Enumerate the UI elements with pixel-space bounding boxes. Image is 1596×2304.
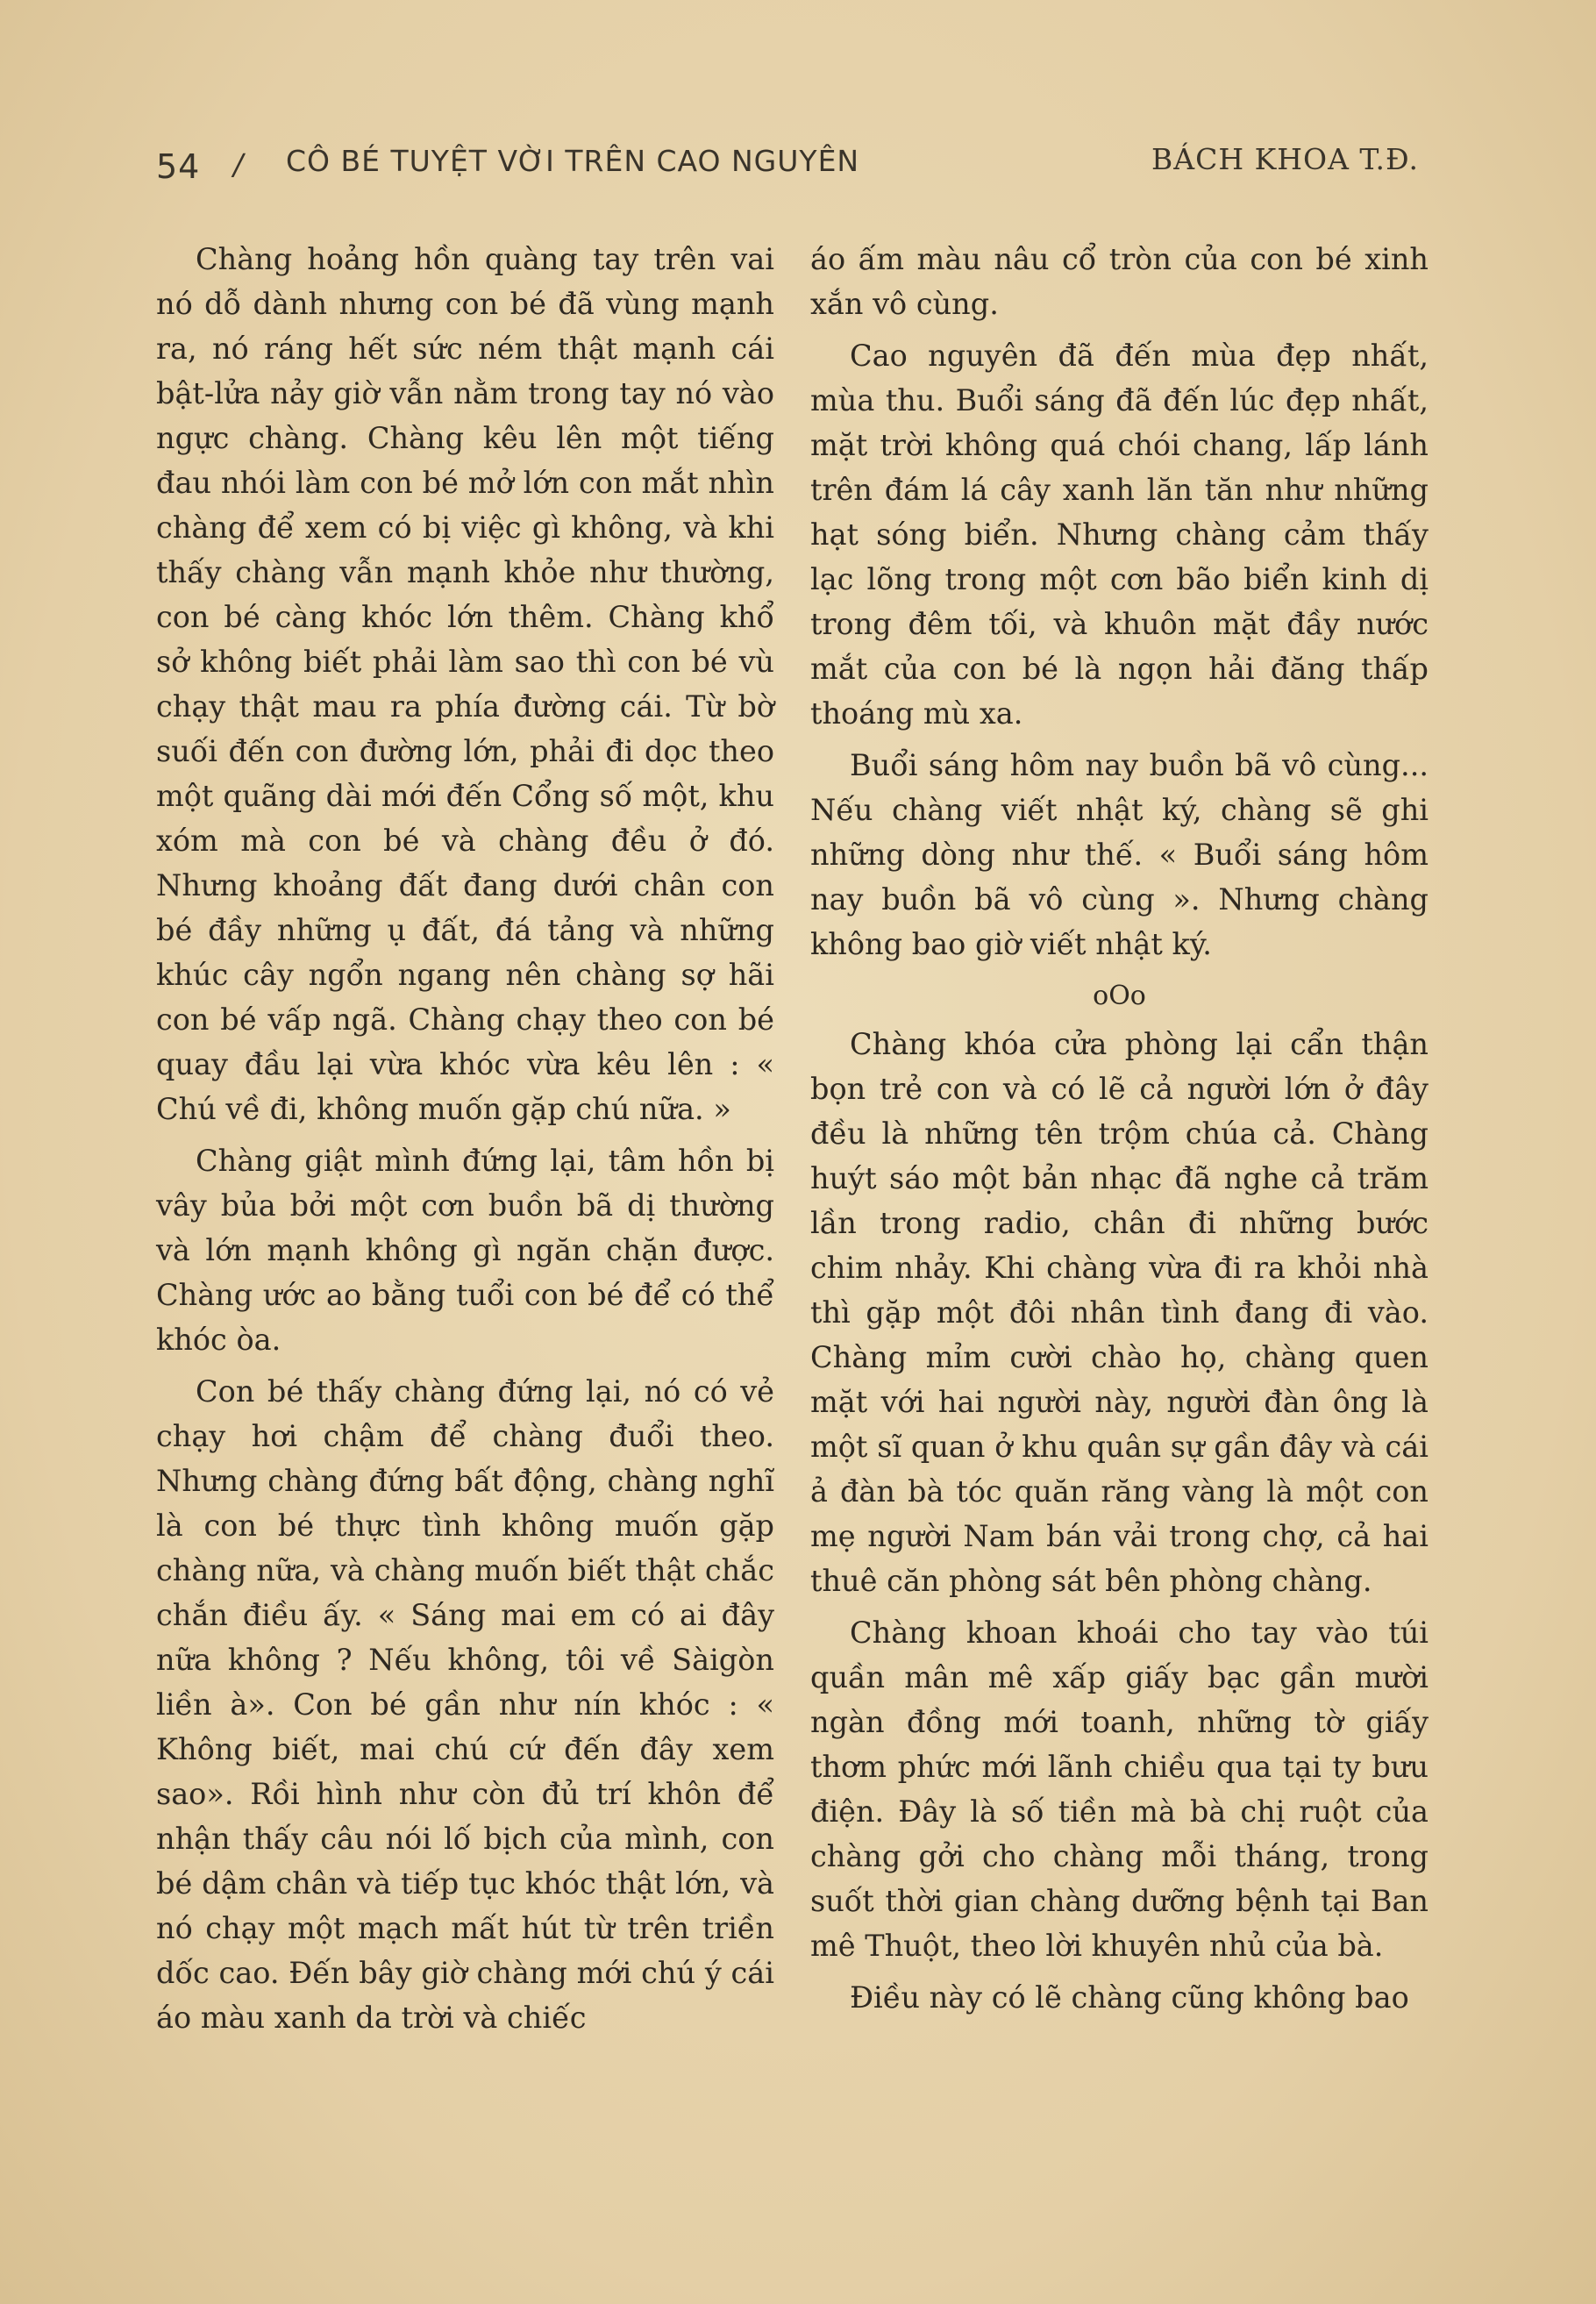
paragraph: Cao nguyên đã đến mùa đẹp nhất, mùa thu. Buổi sáng đã đến lúc đẹp nhất, mặt trời không quá chói chang, lấp lánh trên đám lá cây xanh lăn tăn như những hạt sóng biển. Nhưng chàng cảm thấy lạc lõng trong một cơn bão biển kinh dị trong đêm tối, và khuôn mặt đầy nước mắt của con bé là ngọn hải đăng thấp thoáng mù xa. — [810, 339, 1429, 731]
page-header — [156, 139, 1419, 191]
page-number: 54 — [156, 147, 201, 186]
paragraph: Buổi sáng hôm nay buồn bã vô cùng... Nếu chàng viết nhật ký, chàng sẽ ghi những dòng như thế. « Buổi sáng hôm nay buồn bã vô cùng ». Nhưng chàng không bao giờ viết nhật ký. — [810, 748, 1429, 961]
paragraph: Con bé thấy chàng đứng lại, nó có vẻ chạy hơi chậm để chàng đuổi theo. Nhưng chàng đứng bất động, chàng nghĩ là con bé thực tình không muốn gặp chàng nữa, và chàng muốn biết thật chắc chắn điều ấy. « Sáng mai em có ai đây nữa không ? Nếu không, tôi về Sàigòn liền à». Con bé gần như nín khóc : « Không biết, mai chú cứ đến đây xem sao». Rồi hình như còn đủ trí khôn để nhận thấy câu nói lố bịch của mình, con bé dậm chân và tiếp tục khóc thật lớn, và nó chạy một mạch mất hút từ trên triền dốc cao. Đến bây giờ chàng mới chú ý cái áo màu xanh da trời và chiếc — [156, 1374, 774, 2035]
paragraph: Chàng khóa cửa phòng lại cẩn thận bọn trẻ con và có lẽ cả người lớn ở đây đều là những tên trộm chúa cả. Chàng huýt sáo một bản nhạc đã nghe cả trăm lần trong radio, chân đi những bước chim nhảy. Khi chàng vừa đi ra khỏi nhà thì gặp một đôi nhân tình đang đi vào. Chàng mỉm cười chào họ, chàng quen mặt với hai người này, người đàn ông là một sĩ quan ở khu quân sự gần đây và cái ả đàn bà tóc quăn răng vàng là một con mẹ người Nam bán vải trong chợ, cả hai thuê căn phòng sát bên phòng chàng. — [810, 1027, 1429, 1598]
right-column — [810, 237, 1429, 2027]
paragraph: Chàng khoan khoái cho tay vào túi quần mân mê xấp giấy bạc gần mười ngàn đồng mới toanh, những tờ giấy thơm phức mới lãnh chiều qua tại ty bưu điện. Đây là số tiền mà bà chị ruột của chàng gởi cho chàng mỗi tháng, trong suốt thời gian chàng dưỡng bệnh tại Ban mê Thuột, theo lời khuyên nhủ của bà. — [810, 1616, 1429, 1963]
paragraph: Chàng giật mình đứng lại, tâm hồn bị vây bủa bởi một cơn buồn bã dị thường và lớn mạnh không gì ngăn chặn được. Chàng ước ao bằng tuổi con bé để có thể khóc òa. — [156, 1144, 774, 1357]
running-title: CÔ BÉ TUYỆT VỜI TRÊN CAO NGUYÊN — [286, 144, 860, 178]
journal-name: BÁCH KHOA T.Đ. — [1151, 142, 1419, 176]
paragraph-continued: áo ấm màu nâu cổ tròn của con bé xinh xắn vô cùng. — [810, 242, 1429, 321]
header-separator: / — [233, 147, 245, 182]
paragraph: Điều này có lẽ chàng cũng không bao — [850, 1980, 1409, 2015]
paragraph: Chàng hoảng hồn quàng tay trên vai nó dỗ dành nhưng con bé đã vùng mạnh ra, nó ráng hết sức ném thật mạnh cái bật-lửa nảy giờ vẫn nằm trong tay nó vào ngực chàng. Chàng kêu lên một tiếng đau nhói làm con bé mở lớn con mắt nhìn chàng để xem có bị việc gì không, và khi thấy chàng vẫn mạnh khỏe như thường, con bé càng khóc lớn thêm. Chàng khổ sở không biết phải làm sao thì con bé vù chạy thật mau ra phía đường cái. Từ bờ suối đến con đường lớn, phải đi dọc theo một quãng dài mới đến Cổng số một, khu xóm mà con bé và chàng đều ở đó. Nhưng khoảng đất đang dưới chân con bé đầy những ụ đất, đá tảng và những khúc cây ngổn ngang nên chàng sợ hãi con bé vấp ngã. Chàng chạy theo con bé quay đầu lại vừa khóc vừa kêu lên : « Chú về đi, không muốn gặp chú nữa. » — [156, 242, 774, 1126]
left-column — [156, 237, 774, 2047]
section-divider: oOo — [1093, 981, 1146, 1011]
